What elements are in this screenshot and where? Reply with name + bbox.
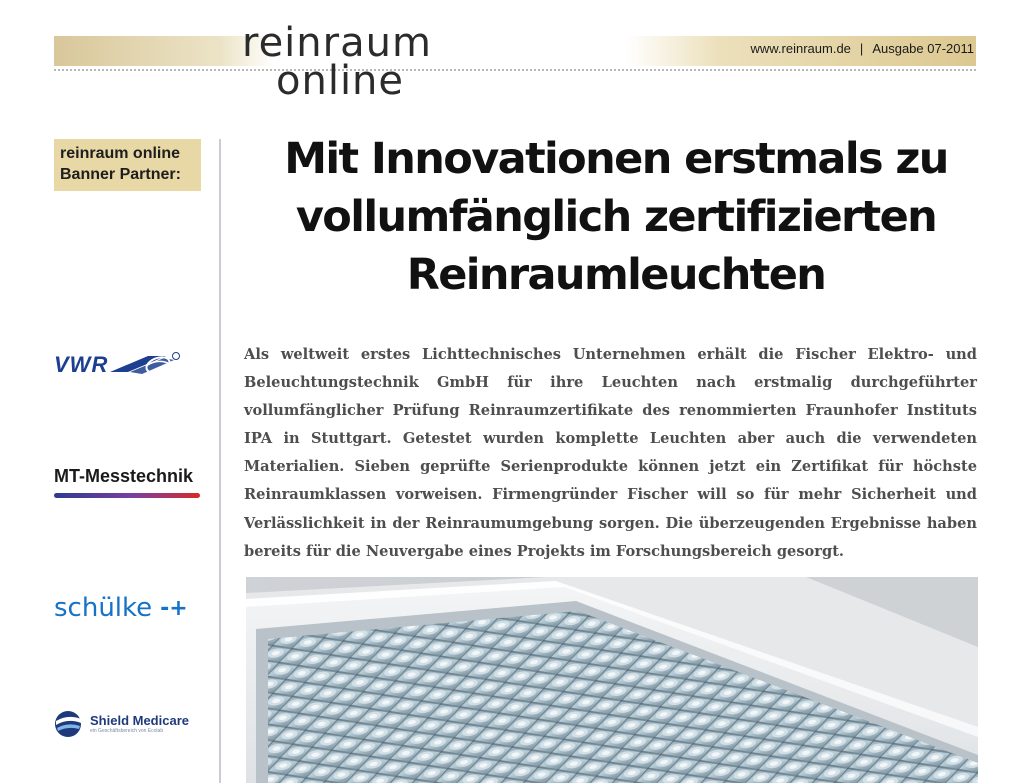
- mt-messtechnik-swoosh-icon: [54, 493, 200, 498]
- issue-separator: |: [859, 41, 864, 56]
- partner-mt-messtechnik[interactable]: [54, 466, 200, 498]
- reinraum-online-logo[interactable]: [242, 20, 432, 104]
- partner-schulke[interactable]: [54, 590, 188, 626]
- sidebar-divider: [219, 139, 221, 783]
- article-headline: Mit Innovationen erstmals zu vollumfänglich zertifizierten Reinraumleuchten: [284, 134, 948, 300]
- cleanroom-luminaire-photo: [246, 577, 978, 783]
- shield-medicare-subtitle: ein Geschäftsbereich von Ecolab: [90, 727, 164, 734]
- schulke-plus-icon: -+: [160, 595, 188, 621]
- luminaire-illustration: [246, 577, 978, 783]
- issue-info: [750, 41, 974, 56]
- header-divider: [54, 69, 976, 71]
- banner-partner-label: reinraum online Banner Partner:: [54, 139, 201, 191]
- vwr-logo-text: VWR: [54, 352, 109, 377]
- mt-messtechnik-logo-text: MT-Messtechnik: [54, 466, 194, 486]
- issue-label: Ausgabe 07-2011: [872, 41, 974, 56]
- vwr-logo-icon: [108, 350, 182, 380]
- shield-medicare-icon: [54, 710, 84, 738]
- partner-vwr[interactable]: [54, 348, 182, 382]
- logo-line-1: reinraum: [242, 20, 432, 66]
- website-link[interactable]: www.reinraum.de: [750, 41, 851, 56]
- partner-shield-medicare[interactable]: [54, 708, 189, 740]
- shield-medicare-logo-text: Shield Medicare: [90, 712, 189, 728]
- logo-line-2: online: [276, 58, 405, 104]
- article-lead-paragraph: Als weltweit erstes Lichttechnisches Unternehmen erhält die Fischer Elektro- und Beleuchtungstechnik GmbH für ihre Leuchten nach erstmalig durchgeführter vollumfänglicher Prüfung Reinraumzertifikate des renommierten Fraunhofer Instituts IPA in Stuttgart. Getestet wurden komplette Leuchten aber auch die verwendeten Materialien. Sieben geprüfte Serienprodukte können jetzt ein Zertifikat für höchste Reinraumklassen vorweisen. Firmengründer Fischer will so für mehr Sicherheit und Verlässlichkeit in der Reinraumumgebung sorgen. Die überzeugenden Ergebnisse haben bereits für die Neuvergabe eines Projekts im Forschungsbereich gesorgt.: [244, 346, 977, 560]
- schulke-logo-text: schülke: [54, 593, 153, 623]
